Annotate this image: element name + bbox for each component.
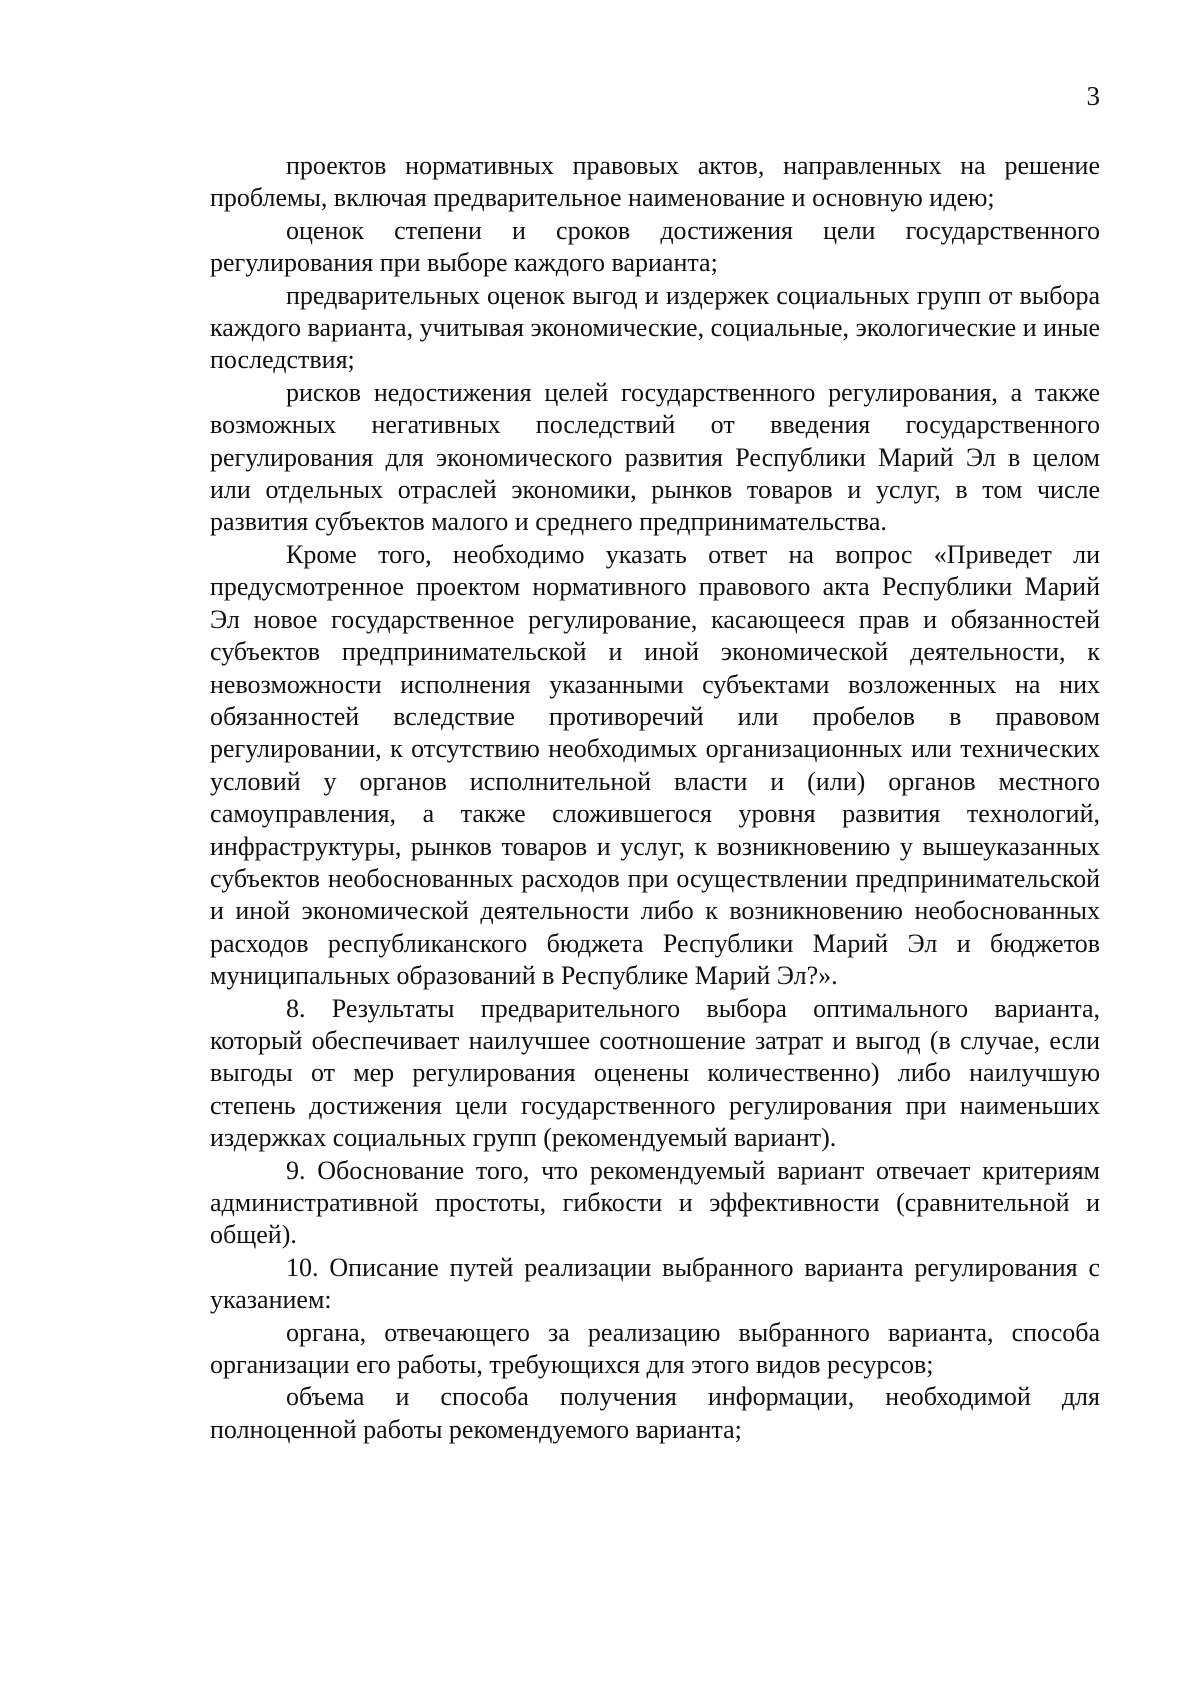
page-number: 3 (1086, 81, 1100, 111)
paragraph-preliminary-estimates: предварительных оценок выгод и издержек социальных групп от выбора каждого варианта, учитывая экономические, социальные, экологические и иные последствия; (210, 280, 1100, 375)
paragraph-item-8: 8. Результаты предварительного выбора оптимального варианта, который обеспечивает наилучшее соотношение затрат и выгод (в случае, если выгоды от мер регулирования оценены количественно) либо наилучшую степень достижения цели государственного регулирования при наименьших издержках социальных групп (рекомендуемый вариант). (210, 993, 1100, 1153)
paragraph-information: объема и способа получения информации, необходимой для полноценной работы рекомендуемого варианта; (210, 1382, 1100, 1444)
paragraph-authority: органа, отвечающего за реализацию выбранного варианта, способа организации его работы, требующихся для этого видов ресурсов; (210, 1317, 1100, 1380)
paragraph-question: Кроме того, необходимо указать ответ на вопрос «Приведет ли предусмотренное проектом нормативного правового акта Республики Марий Эл новое государственное регулирование, касающееся прав и обязанностей субъектов предпринимательской и иной экономической деятельности, к невозможности исполнения указанными субъектами возложенных на них обязанностей вследствие противоречий или пробелов в правовом регулировании, к отсутствию необходимых организационных или технических условий у органов исполнительной власти и (или) органов местного самоуправления, а также сложившегося уровня развития технологий, инфраструктуры, рынков товаров и услуг, к возникновению у вышеуказанных субъектов необоснованных расходов при осуществлении предпринимательской и иной экономической деятельности либо к возникновению необоснованных расходов республиканского бюджета Республики Марий Эл и бюджетов муниципальных образований в Республике Марий Эл?». (210, 539, 1100, 991)
paragraph-item-9: 9. Обоснование того, что рекомендуемый вариант отвечает критериям административной простоты, гибкости и эффективности (сравнительной и общей). (210, 1155, 1100, 1250)
paragraph-estimates-degree: оценок степени и сроков достижения цели государственного регулирования при выборе каждого варианта; (210, 215, 1100, 278)
paragraph-risks: рисков недостижения целей государственного регулирования, а также возможных негативных последствий от введения государственного регулирования для экономического развития Республики Марий Эл в целом или отдельных отраслей экономики, рынков товаров и услуг, в том числе развития субъектов малого и среднего предпринимательства. (210, 377, 1100, 537)
paragraph-projects: проектов нормативных правовых актов, направленных на решение проблемы, включая предварительное наименование и основную идею; (210, 151, 1100, 213)
document-body (210, 150, 1100, 1446)
paragraph-item-10: 10. Описание путей реализации выбранного варианта регулирования с указанием: (210, 1252, 1100, 1315)
